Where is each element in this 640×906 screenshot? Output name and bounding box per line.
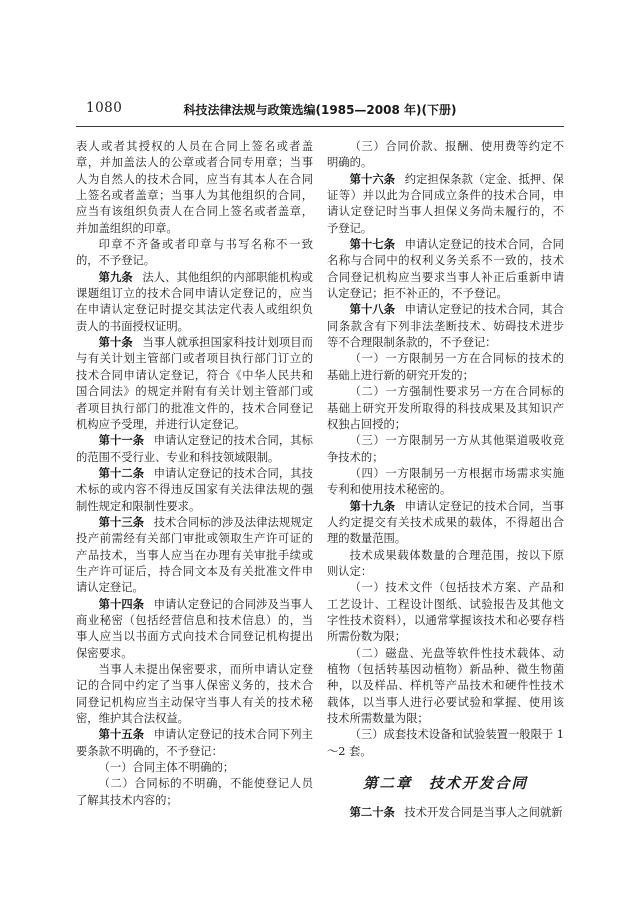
paragraph: （一）合同主体不明确的； [98, 761, 235, 775]
article-paragraph: 第十条 当事人就承担国家科技计划项目而与有关计划主管部门或者项目执行部门订立的技术合同申请认定登记，符合《中华人民共和国合同法》的规定并附有有关计划主管部门或者项目执行部门的批准文件的，技术合同登记机构应予受理，并进行认定登记。 [76, 336, 313, 431]
text-body [76, 139, 564, 822]
article-paragraph: 第十五条 申请认定登记的技术合同下列主要条款不明确的，不予登记： [76, 728, 313, 758]
page-number: 1080 [86, 100, 123, 116]
left-column [76, 139, 313, 822]
paragraph: 印章不齐备或者印章与书写名称不一致的，不予登记。 [76, 238, 313, 268]
article-paragraph: 第十四条 申请认定登记的合同涉及当事人商业秘密（包括经营信息和技术信息）的，当事人应当以书面方式向技术合同登记机构提出保密要求。 [76, 597, 313, 660]
chapter-heading: 第二章 技术开发合同 [363, 775, 528, 793]
header-title: 科技法律法规与政策选编(1985—2008 年)(下册) [183, 103, 457, 117]
right-column [327, 139, 564, 822]
paragraph: （三）合同价款、报酬、使用费等约定不明确的。 [327, 140, 564, 170]
article-paragraph: 第二十条 技术开发合同是当事人之间就新 [349, 806, 563, 820]
article-number: 第十八条 [349, 303, 396, 317]
article-number: 第十四条 [98, 597, 145, 611]
article-number: 第九条 [98, 270, 133, 284]
article-number: 第十六条 [349, 172, 396, 186]
article-paragraph: 第十三条 技术合同标的涉及法律法规规定投产前需经有关部门审批或领取生产许可证的产品技术，当事人应当在办理有关审批手续或生产许可证后，持合同文本及有关批准文件申请认定登记。 [76, 515, 313, 595]
paragraph: （三）一方限制另一方从其他渠道吸收竞争技术的； [327, 434, 564, 464]
article-number: 第十一条 [98, 434, 145, 448]
article-number: 第十三条 [98, 515, 145, 529]
paragraph: （一）技术文件（包括技术方案、产品和工艺设计、工程设计图纸、试验报告及其他文字性技术资料），以通常掌握该技术和必要存档所需份数为限； [327, 581, 564, 644]
paragraph: （二）合同标的不明确，不能使登记人员了解其技术内容的； [76, 777, 313, 807]
article-number: 第二十条 [349, 806, 395, 820]
page-header [76, 100, 564, 127]
article-number: 第十条 [98, 336, 133, 350]
article-paragraph: 第十七条 申请认定登记的技术合同，合同名称与合同中的权利义务关系不一致的，技术合同登记机构应当要求当事人补正后重新申请认定登记；拒不补正的，不予登记。 [327, 238, 564, 301]
article-number: 第十二条 [98, 466, 145, 480]
article-number: 第十五条 [98, 728, 145, 742]
paragraph: （四）一方限制另一方根据市场需求实施专利和使用技术秘密的。 [327, 466, 564, 497]
paragraph: （二）一方强制性要求另一方在合同标的基础上研究开发所取得的科技成果及其知识产权独占回授的； [327, 385, 564, 431]
paragraph: （二）磁盘、光盘等软件性技术载体、动植物（包括转基因动植物）新品种、微生物菌种，以及样品、样机等产品技术和硬件性技术载体，以当事人进行必要试验和掌握、使用该技术所需数量为限； [327, 646, 564, 726]
article-number: 第十七条 [349, 238, 396, 252]
article-paragraph: 第九条 法人、其他组织的内部职能机构或课题组订立的技术合同申请认定登记的，应当在申请认定登记时提交其法定代表人或组织负责人的书面授权证明。 [76, 270, 313, 333]
article-paragraph: 第十九条 申请认定登记的技术合同，当事人约定提交有关技术成果的载体，不得超出合理的数量范围。 [327, 499, 564, 546]
paragraph: 表人或者其授权的人员在合同上签名或者盖章，并加盖法人的公章或者合同专用章；当事人为自然人的技术合同，应当有其本人在合同上签名或者盖章；当事人为其他组织的合同，应当有该组织负责人在合同上签名或者盖章，并加盖组织的印章。 [76, 140, 313, 235]
paragraph: （一）一方限制另一方在合同标的技术的基础上进行新的研究开发的； [327, 352, 564, 382]
article-paragraph: 第十八条 申请认定登记的技术合同，其合同条款含有下列非法垄断技术、妨碍技术进步等不合理限制条款的，不予登记： [327, 303, 564, 350]
paragraph: 当事人未提出保密要求，而所申请认定登记的合同中约定了当事人保密义务的，技术合同登记机构应当主动保守当事人有关的技术秘密，维护其合法权益。 [76, 663, 313, 726]
article-paragraph: 第十一条 申请认定登记的技术合同，其标的范围不受行业、专业和科技领域限制。 [76, 434, 313, 464]
paragraph: 技术成果载体数量的合理范围，按以下原则认定： [327, 548, 564, 578]
paragraph: （三）成套技术设备和试验装置一般限于 1～2 套。 [327, 728, 564, 758]
article-paragraph: 第十六条 约定担保条款（定金、抵押、保证等）并以此为合同成立条件的技术合同，申请认定登记时当事人担保义务尚未履行的，不予登记。 [327, 172, 564, 235]
article-number: 第十九条 [349, 499, 396, 513]
article-paragraph: 第十二条 申请认定登记的技术合同，其技术标的或内容不得违反国家有关法律法规的强制性规定和限制性要求。 [76, 466, 313, 513]
